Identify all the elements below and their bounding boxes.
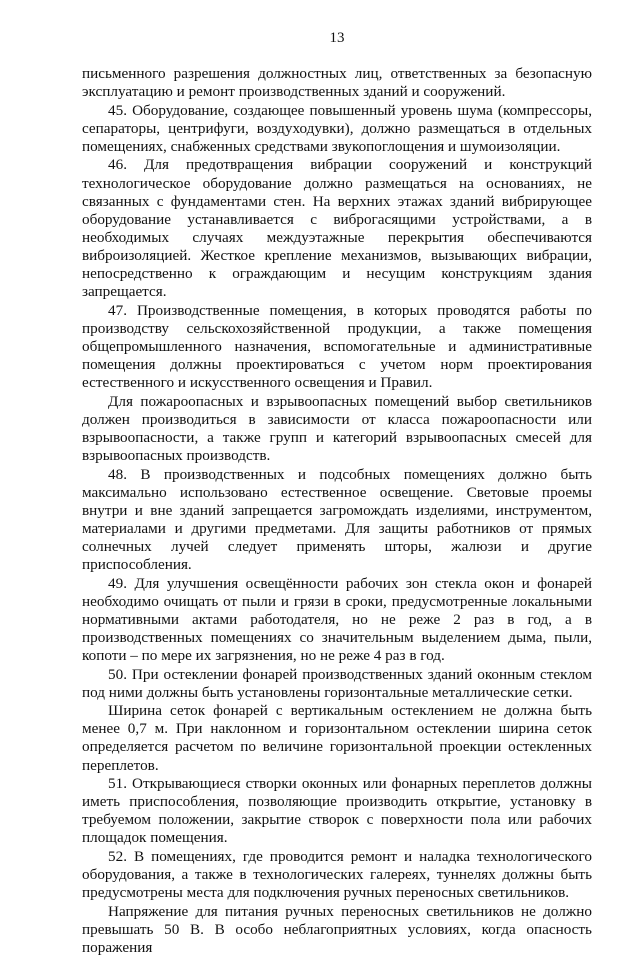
paragraph-45: 45. Оборудование, создающее повышенный уровень шума (компрессоры, сепараторы, центрифуги, воздуходувки), должно размещаться в отдельных помещениях, снабженных средствами звукопоглощения и шумоизоляции.	[82, 101, 592, 155]
paragraph-51: 51. Открывающиеся створки оконных или фонарных переплетов должны иметь приспособления, позволяющие производить открытие, установку в требуемом положении, закрытие створок с поверхности пола или рабочих площадок помещения.	[82, 775, 592, 847]
paragraph-52-voltage: Напряжение для питания ручных переносных светильников не должно превышать 50 В. В особо неблагоприятных условиях, когда опасность поражения	[82, 902, 592, 956]
paragraph-49: 49. Для улучшения освещённости рабочих зон стекла окон и фонарей необходимо очищать от пыли и грязи в сроки, предусмотренные локальными нормативными актами работодателя, но не реже 2 раз в год, а в производственных помещениях со значительным выделением дыма, пыли, копоти – по мере их загрязнения, но не реже 4 раз в год.	[82, 574, 592, 664]
paragraph-continuation: письменного разрешения должностных лиц, ответственных за безопасную эксплуатацию и ремонт производственных зданий и сооружений.	[82, 65, 592, 101]
paragraph-52: 52. В помещениях, где проводится ремонт и наладка технологического оборудования, а также в технологических галереях, туннелях должны быть предусмотрены места для подключения ручных переносных светильников.	[82, 848, 592, 902]
paragraph-47-lighting: Для пожароопасных и взрывоопасных помещений выбор светильников должен производиться в зависимости от класса пожароопасности или взрывоопасности, а также групп и категорий взрывоопасных смесей для взрывоопасных производств.	[82, 392, 592, 464]
document-page	[82, 28, 592, 956]
page-number: 13	[329, 30, 345, 46]
paragraph-50-mesh-width: Ширина сеток фонарей с вертикальным остеклением не должна быть менее 0,7 м. При наклонном и горизонтальном остеклении ширина сеток определяется расчетом по величине горизонтальной проекции остекленных переплетов.	[82, 702, 592, 774]
paragraph-50: 50. При остеклении фонарей производственных зданий оконным стеклом под ними должны быть установлены горизонтальные металлические сетки.	[82, 665, 592, 701]
paragraph-46: 46. Для предотвращения вибрации сооружений и конструкций технологическое оборудование должно размещаться на основаниях, не связанных с фундаментами стен. На верхних этажах зданий вибрирующее оборудование устанавливается с виброгасящими устройствами, а в необходимых случаях междуэтажные перекрытия обеспечиваются виброизоляцией. Жесткое крепление механизмов, вызывающих вибрации, непосредственно к ограждающим и несущим конструкциям здания запрещается.	[82, 156, 592, 301]
paragraph-48: 48. В производственных и подсобных помещениях должно быть максимально использовано естественное освещение. Световые проемы внутри и вне зданий запрещается загромождать изделиями, инструментом, материалами и другими предметами. Для защиты работников от прямых солнечных лучей следует применять шторы, жалюзи и другие приспособления.	[82, 465, 592, 574]
paragraph-47: 47. Производственные помещения, в которых проводятся работы по производству сельскохозяйственной продукции, а также помещения общепромышленного назначения, вспомогательные и административные помещения должны проектироваться с учетом норм проектирования естественного и искусственного освещения и Правил.	[82, 301, 592, 392]
